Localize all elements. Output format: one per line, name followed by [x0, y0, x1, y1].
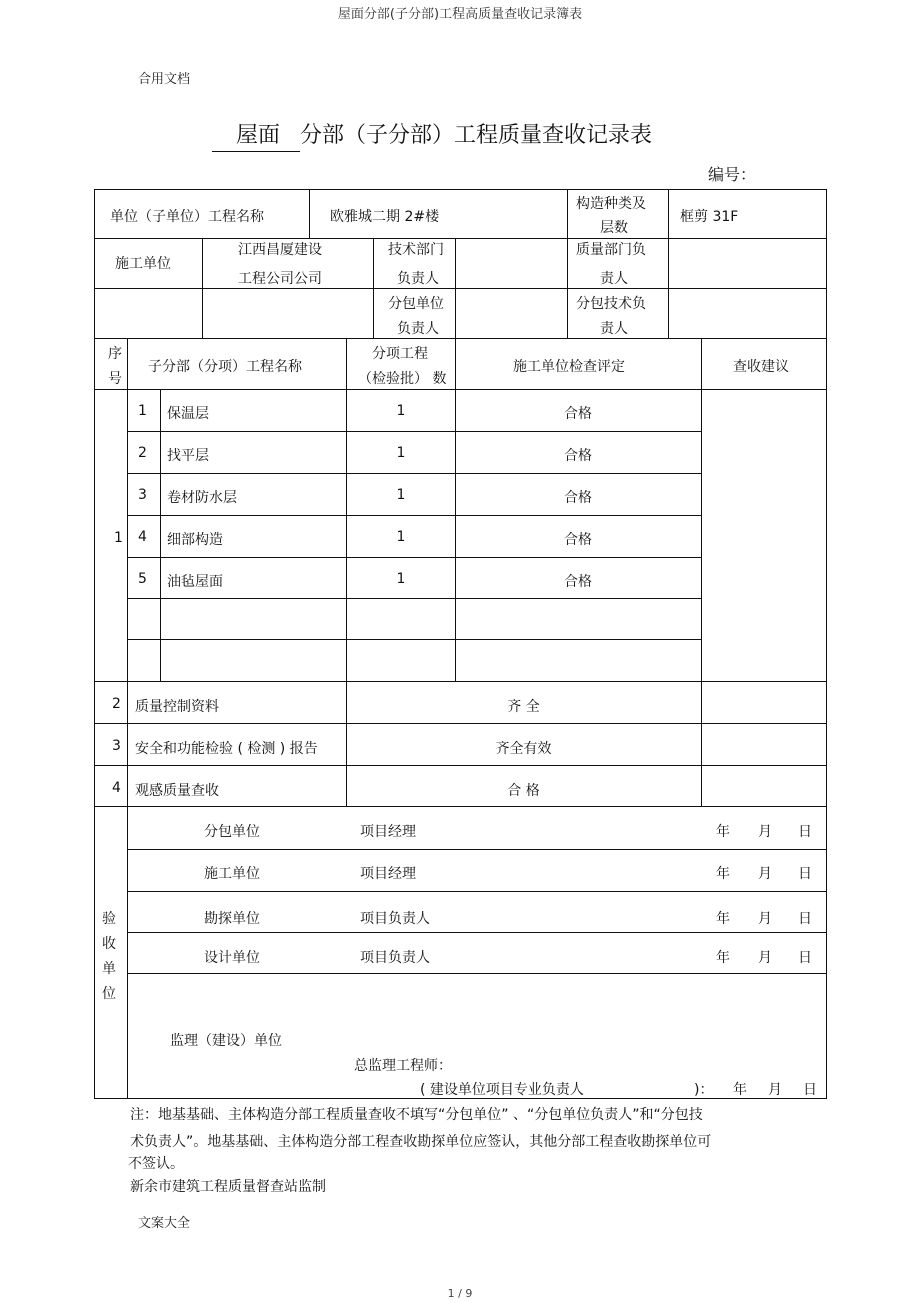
construction-value-1: 江西昌厦建设: [238, 242, 322, 258]
item-name: 保温层: [167, 406, 209, 422]
sub-unit-label-2: 负责人: [397, 321, 439, 337]
acceptance-person: 项目负责人: [360, 950, 430, 966]
col-seq-2: 号: [108, 371, 122, 387]
date-day: 日: [798, 950, 812, 966]
col-eval: 施工单位检查评定: [513, 359, 625, 375]
group-number: 1: [114, 530, 123, 546]
col-name: 子分部（分项）工程名称: [148, 359, 302, 375]
extra-eval: 齐 全: [507, 699, 540, 715]
item-eval: 合格: [564, 490, 592, 506]
item-count: 1: [396, 487, 406, 503]
note-line-4: 新余市建筑工程质量督查站监制: [130, 1179, 326, 1195]
item-eval: 合格: [564, 448, 592, 464]
number-label: 编号：: [708, 165, 757, 184]
date-year: 年: [716, 950, 730, 966]
extra-number: 3: [112, 738, 121, 754]
item-name: 油毡屋面: [167, 574, 223, 590]
item-count: 1: [396, 571, 406, 587]
item-name: 卷材防水层: [167, 490, 237, 506]
structure-label-1: 构造种类及: [576, 196, 646, 212]
extra-name: 质量控制资料: [135, 699, 219, 715]
item-number: 4: [138, 529, 147, 545]
owner-rep-label: ( 建设单位项目专业负责人: [420, 1082, 584, 1098]
supervision-unit: 监理（建设）单位: [170, 1033, 282, 1049]
acceptance-person: 项目负责人: [360, 911, 430, 927]
note-line-1: 注：地基基础、主体构造分部工程质量查收不填写“分包单位” 、“分包单位负责人”和“分包技: [130, 1107, 703, 1123]
acceptance-label-2: 收: [102, 936, 116, 952]
extra-number: 4: [112, 780, 121, 796]
date-month: 月: [758, 866, 772, 882]
note-line-2: 术负责人”。地基基础、主体构造分部工程查收勘探单位应签认，其他分部工程查收勘探单位可: [130, 1134, 712, 1150]
date-day: 日: [798, 866, 812, 882]
item-number: 3: [138, 487, 147, 503]
top-label: 合用文档: [138, 72, 191, 87]
item-eval: 合格: [564, 574, 592, 590]
extra-eval: 齐全有效: [495, 741, 552, 757]
page-header: 屋面分部(子分部)工程高质量查收记录簿表: [337, 7, 583, 22]
date-month: 月: [768, 1082, 782, 1098]
acceptance-person: 项目经理: [360, 824, 416, 840]
date-year: 年: [716, 866, 730, 882]
col-count-2: （检验批） 数: [358, 371, 447, 387]
item-count: 1: [396, 403, 406, 419]
acceptance-unit: 施工单位: [204, 866, 260, 882]
acceptance-unit: 分包单位: [204, 824, 260, 840]
extra-name: 安全和功能检验 ( 检测 ) 报告: [135, 741, 318, 757]
sub-unit-label-1: 分包单位: [388, 296, 444, 312]
item-name: 细部构造: [167, 532, 223, 548]
date-year: 年: [733, 1082, 747, 1098]
col-advice: 查收建议: [733, 359, 789, 375]
item-count: 1: [396, 445, 406, 461]
page-title: [212, 118, 652, 152]
quality-head-label-1: 质量部门负: [576, 242, 646, 258]
item-number: 1: [138, 403, 147, 419]
structure-label-2: 层数: [600, 220, 628, 236]
extra-number: 2: [112, 696, 121, 712]
unit-project-label: 单位（子单位）工程名称: [110, 209, 264, 225]
date-year: 年: [716, 911, 730, 927]
construction-label: 施工单位: [115, 256, 171, 272]
owner-rep-close: )：: [694, 1082, 714, 1098]
note-line-3: 不签认。: [128, 1156, 184, 1172]
bottom-label: 文案大全: [138, 1216, 191, 1231]
acceptance-label-1: 验: [102, 911, 116, 927]
col-count-1: 分项工程: [372, 346, 428, 362]
acceptance-unit: 勘探单位: [204, 911, 260, 927]
title-rest: 分部（子分部）工程质量查收记录表: [300, 123, 653, 148]
item-name: 找平层: [167, 448, 209, 464]
tech-head-label-2: 负责人: [397, 271, 439, 287]
unit-project-value: 欧雅城二期 2#楼: [330, 209, 440, 225]
acceptance-label-3: 单: [102, 961, 116, 977]
acceptance-unit: 设计单位: [204, 950, 260, 966]
page-number: 1 / 9: [447, 1287, 473, 1300]
date-year: 年: [716, 824, 730, 840]
construction-value-2: 工程公司公司: [238, 271, 322, 287]
tech-head-label-1: 技术部门: [388, 242, 444, 258]
item-eval: 合格: [564, 532, 592, 548]
title-blank: 屋面: [212, 118, 300, 152]
chief-engineer-label: 总监理工程师：: [354, 1058, 452, 1074]
col-seq-1: 序: [108, 346, 122, 362]
item-count: 1: [396, 529, 406, 545]
item-eval: 合格: [564, 406, 592, 422]
structure-value: 框剪 31F: [680, 209, 739, 225]
extra-eval: 合 格: [507, 783, 540, 799]
sub-tech-label-2: 责人: [600, 321, 628, 337]
extra-name: 观感质量查收: [135, 783, 219, 799]
date-month: 月: [758, 911, 772, 927]
acceptance-label-4: 位: [102, 986, 116, 1002]
date-month: 月: [758, 950, 772, 966]
item-number: 5: [138, 571, 147, 587]
date-day: 日: [803, 1082, 817, 1098]
item-number: 2: [138, 445, 147, 461]
acceptance-person: 项目经理: [360, 866, 416, 882]
date-month: 月: [758, 824, 772, 840]
quality-head-label-2: 责人: [600, 271, 628, 287]
sub-tech-label-1: 分包技术负: [576, 296, 646, 312]
date-day: 日: [798, 824, 812, 840]
date-day: 日: [798, 911, 812, 927]
